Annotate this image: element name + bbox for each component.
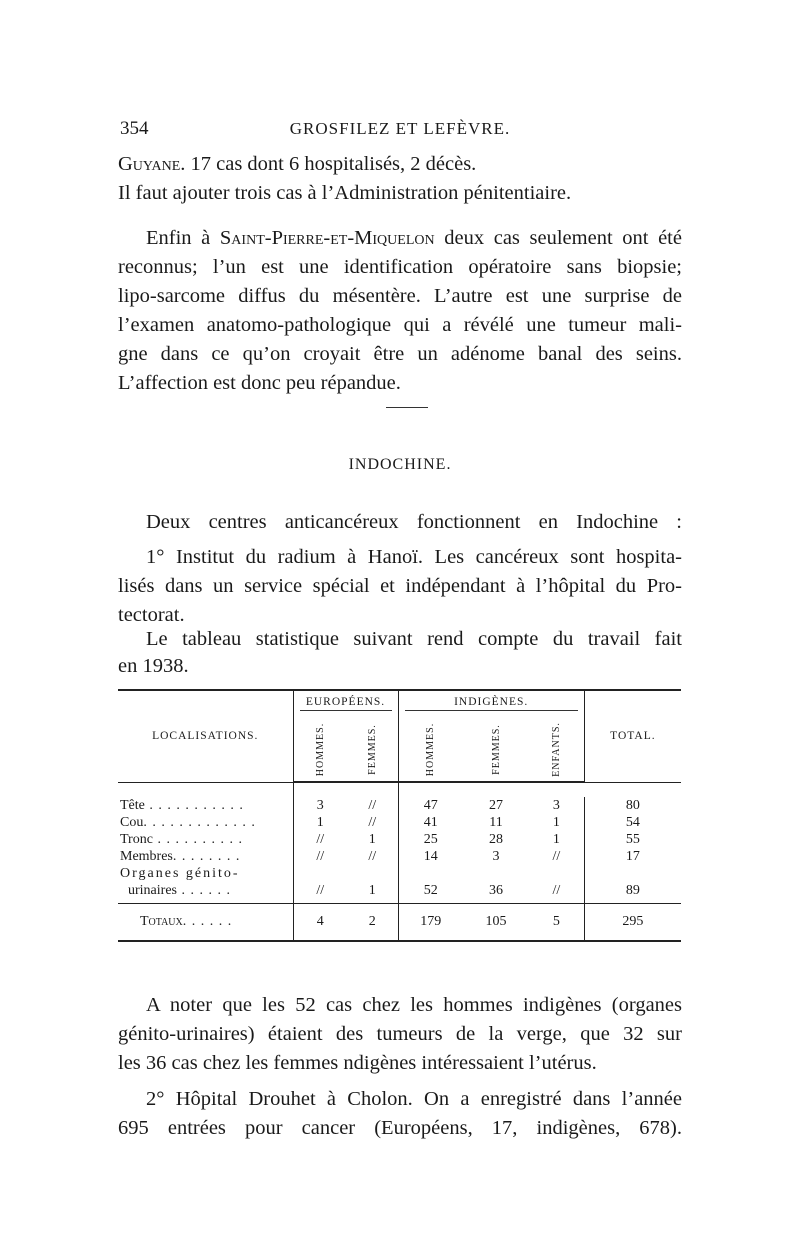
cell-in-femmes: 28 [489,831,504,847]
totals-row [118,904,681,942]
intro-line-6: en 1938. [118,655,189,677]
cell-in-hommes: 14 [398,848,463,865]
cell-eu-femmes: 1 [368,883,376,898]
totals-label [118,904,293,942]
section-title: INDOCHINE. [348,456,452,473]
cell-eu-femmes: // [368,797,377,813]
localisations-header: LOCALISATIONS. [118,690,293,782]
row-dots: . . . . . . . . . . . . . [143,814,256,830]
spm-line-2: reconnus; l’un est une identification opératoire sans biopsie; [118,256,682,278]
section-divider [386,407,428,408]
cell-in-enfants: 1 [552,814,560,830]
indigenes-header [398,690,584,717]
guyane-line [118,152,682,176]
row-label [118,865,293,904]
spm-line-1 [118,226,682,250]
cell-eu-hommes: 1 [316,814,324,830]
in-femmes-header [463,717,529,782]
in-enfants-label: ENFANTS. [550,721,562,777]
row-dots: . . . . . . . . . . [152,831,243,847]
spm-line-4: l’examen anatomo-pathologique qui a révélé une tumeur mali- [118,314,682,336]
cell-eu-femmes: // [368,814,377,830]
closing-line-3: les 36 cas chez les femmes ndigènes intéressaient l’utérus. [118,1052,597,1074]
cell-in-hommes: 52 [398,865,463,904]
in-enfants-header [529,717,584,782]
closing-line-1: A noter que les 52 cas chez les hommes indigènes (organes [146,994,682,1016]
penitentiary-line: Il faut ajouter trois cas à l’Administration pénitentiaire. [118,182,572,204]
cell-eu-hommes: // [316,848,325,864]
row-label-text: Membres [120,848,173,864]
cell-in-hommes: 47 [398,797,463,814]
europeens-header [293,690,398,717]
cell-in-enfants: // [552,848,561,864]
eu-femmes-label: FEMMES. [366,723,378,775]
cell-in-femmes: 27 [489,797,504,813]
row-dots: . . . . . . . . [172,848,241,864]
total-header: TOTAL. [584,690,681,782]
eu-hommes-header [293,717,347,782]
row-dots: . . . . . . [182,914,233,929]
table-row [118,814,681,831]
europeens-label: EUROPÉENS. [305,696,386,708]
spm-place: Saint-Pierre-et-Miquelon [219,227,435,249]
cell-in-femmes: 36 [489,883,504,898]
spm-line-5: gne dans ce qu’on croyait être un adénome banal des seins. [118,343,682,365]
intro-line-4: tectorat. [118,604,185,626]
row-dots: . . . . . . [176,883,231,898]
eu-hommes-label: HOMMES. [314,722,326,776]
closing-line-5: 695 entrées pour cancer (Européens, 17, indigènes, 678). [118,1117,682,1139]
cell-in-enfants: 1 [552,831,560,847]
closing-line-2: génito-urinaires) étaient des tumeurs de la verge, que 32 sur [118,1023,682,1045]
row-label [118,797,293,814]
row-dots: . . . . . . . . . . . [144,797,244,813]
total-in-femmes: 105 [463,904,529,942]
closing-line-4: 2° Hôpital Drouhet à Cholon. On a enregistré dans l’année [146,1088,682,1110]
row-label [118,848,293,865]
table-row [118,831,681,848]
total-in-hommes: 179 [398,904,463,942]
row-label [118,814,293,831]
indigenes-label: INDIGÈNES. [454,696,529,708]
cell-eu-hommes: // [316,883,325,898]
cell-eu-femmes: // [368,848,377,864]
cell-in-hommes: 25 [398,831,463,848]
row-label-text: Cou [120,814,144,830]
eu-femmes-header [347,717,398,782]
in-femmes-label: FEMMES. [490,723,502,775]
in-hommes-label: HOMMES. [425,722,437,776]
total-eu-hommes: 4 [293,904,347,942]
cell-total: 54 [584,814,681,831]
page-number: 354 [120,118,149,139]
cell-in-enfants: // [552,883,561,898]
grand-total: 295 [584,904,681,942]
organes-label-2: urinaires [128,883,177,898]
running-title: GROSFILEZ ET LEFÈVRE. [289,119,511,138]
spm-post: deux cas seulement ont été [434,227,682,249]
row-label [118,831,293,848]
cell-total: 17 [584,848,681,865]
cell-in-hommes: 41 [398,814,463,831]
cell-in-femmes: 3 [492,848,500,864]
cell-in-femmes: 11 [489,814,503,830]
spm-pre: Enfin à [146,227,220,249]
indigenes-brace [405,710,578,717]
intro-line-1: Deux centres anticancéreux fonctionnent en Indochine : [146,511,682,533]
cell-total: 89 [584,865,681,904]
organes-label-1: Organes génito- [120,866,240,881]
table-row [118,848,681,865]
cell-total: 55 [584,831,681,848]
europeens-brace [300,710,392,717]
statistics-table [118,689,681,942]
table-row [118,865,681,904]
spm-line-3: lipo-sarcome diffus du mésentère. L’autre est une surprise de [118,285,682,307]
cell-in-enfants: 3 [552,797,560,813]
intro-line-5: Le tableau statistique suivant rend compte du travail fait [146,628,682,650]
totals-label-text: Totaux [140,914,183,929]
intro-line-2: 1° Institut du radium à Hanoï. Les cancéreux sont hospita- [146,546,682,568]
guyane-label: Guyane. [118,153,186,175]
table-row [118,797,681,814]
in-hommes-header [398,717,463,782]
page-header [120,118,680,142]
row-label-text: Tête [120,797,145,813]
guyane-text: 17 cas dont 6 hospitalisés, 2 décès. [185,153,477,175]
cell-eu-hommes: 3 [316,797,324,813]
cell-eu-hommes: // [316,831,325,847]
spm-line-6: L’affection est donc peu répandue. [118,372,401,394]
total-in-enfants: 5 [529,904,584,942]
cell-eu-femmes: 1 [368,831,376,847]
row-label-text: Tronc [120,831,153,847]
intro-line-3: lisés dans un service spécial et indépendant à l’hôpital du Pro- [118,575,682,597]
total-eu-femmes: 2 [347,904,398,942]
cell-total: 80 [584,797,681,814]
